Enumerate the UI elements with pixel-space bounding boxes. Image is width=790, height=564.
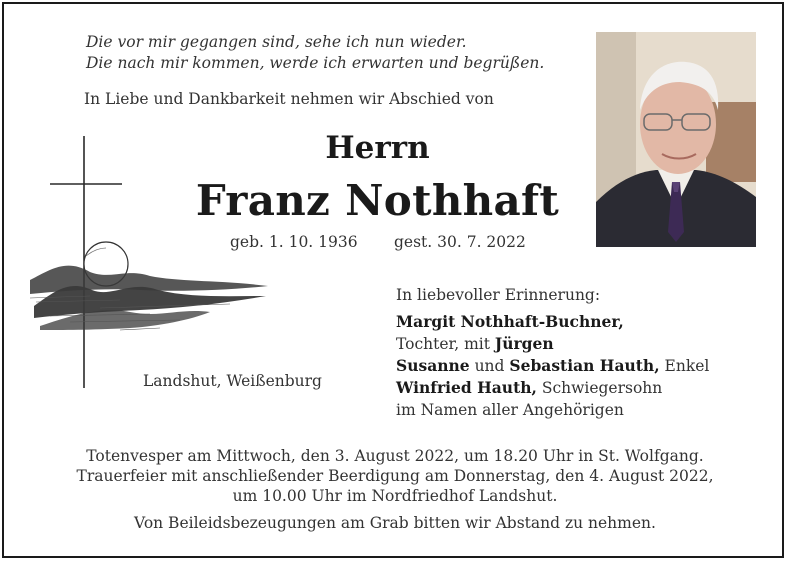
footer-line-1: Totenvesper am Mittwoch, den 3. August 2022, um 18.20 Uhr in St. Wolfgang. [86, 447, 704, 465]
relation-text: und [469, 357, 510, 375]
relation-text: Tochter, mit [396, 335, 495, 353]
memory-heading: In liebevoller Erinnerung: [396, 286, 601, 304]
memory-line [396, 355, 709, 377]
relation-text: im Namen aller Angehörigen [396, 401, 624, 419]
deceased-name: Franz Nothhaft [195, 176, 560, 225]
mourner-name: Margit Nothhaft-Buchner, [396, 312, 624, 331]
portrait-photo [596, 32, 756, 247]
service-details [0, 446, 790, 506]
portrait-image [596, 32, 756, 247]
mourner-name: Jürgen [494, 334, 554, 353]
relation-text: Schwiegersohn [536, 379, 663, 397]
relation-text: Enkel [659, 357, 710, 375]
motto-line-2: Die nach mir kommen, werde ich erwarten und begrüßen. [86, 54, 545, 72]
condolence-note: Von Beileidsbezeugungen am Grab bitten wir Abstand zu nehmen. [134, 514, 656, 532]
mourner-name: Sebastian Hauth, [509, 356, 660, 375]
memory-line [396, 333, 709, 355]
footer-line-2: Trauerfeier mit anschließender Beerdigung am Donnerstag, den 4. August 2022, [76, 467, 714, 485]
mourner-name: Susanne [396, 356, 470, 375]
intro-text: In Liebe und Dankbarkeit nehmen wir Abschied von [84, 90, 494, 108]
cross-landscape-illustration [30, 130, 280, 390]
mourner-name: Winfried Hauth, [396, 378, 537, 397]
memory-line [396, 311, 709, 333]
memory-block [396, 285, 709, 421]
motto-line-1: Die vor mir gegangen sind, sehe ich nun wieder. [86, 33, 467, 51]
memory-line [396, 377, 709, 399]
places: Landshut, Weißenburg [143, 372, 322, 390]
birth-date: geb. 1. 10. 1936 [230, 233, 358, 251]
memory-line [396, 399, 709, 421]
salutation: Herrn [325, 130, 430, 166]
death-date: gest. 30. 7. 2022 [394, 233, 526, 251]
footer-line-3: um 10.00 Uhr im Nordfriedhof Landshut. [232, 487, 558, 505]
motto [86, 32, 544, 74]
